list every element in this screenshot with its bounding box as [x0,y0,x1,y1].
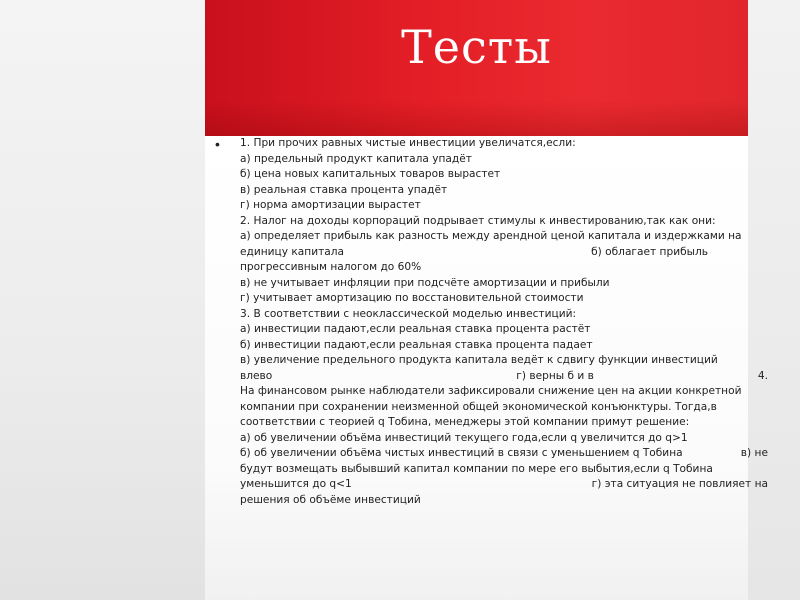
bullet-marker: • [215,136,220,152]
q4-option-c: в) не [740,447,768,459]
q4-option-c-end: уменьшится до q<1 [240,478,352,490]
slide-title: Тесты [401,20,552,74]
q4-option-b: б) об увеличении объёма чистых инвестиций в связи с уменьшением q Тобина [240,447,683,459]
q1-option-d: г) норма амортизации вырастет [240,199,421,211]
q4-option-a: а) об увеличении объёма инвестиций текущего года,если q увеличится до q>1 [240,431,688,444]
q1-option-b: б) цена новых капитальных товаров вырастет [240,168,501,180]
q2-option-b: б) облагает прибыль [591,245,708,258]
q3-option-b: б) инвестиции падают,если реальная ставка процента падает [240,338,593,351]
q4-option-d-cont: решения об объёме инвестиций [240,493,421,506]
q4-option-b-c-line [240,446,768,462]
question-4-text-1: На финансовом рынке наблюдатели зафиксировали снижение цен на акции конкретной [240,385,742,397]
q4-option-d: г) эта ситуация не повлияет на [591,478,768,490]
q2-option-a-cont: единицу капитала [240,245,345,258]
q3-option-c-cont: влево [240,369,273,382]
q3-option-d: г) верны б и в [516,369,594,382]
q1-option-a: а) предельный продукт капитала упадёт [240,152,472,165]
q3-option-c-d-line [240,369,768,385]
question-3-text: 3. В соответствии с неоклассической моделью инвестиций: [240,307,577,320]
q2-option-c: в) не учитывает инфляции при подсчёте амортизации и прибыли [240,276,610,289]
question-4-number: 4. [757,369,768,382]
q3-option-a: а) инвестиции падают,если реальная ставка процента растёт [240,323,591,335]
question-list [240,136,768,508]
q2-option-d: г) учитывает амортизацию по восстановительной стоимости [240,292,584,304]
title-banner [205,0,748,136]
banner-shade [205,100,748,136]
q4-option-c-cont: будут возмещать выбывший капитал компании по мере его выбытия,если q Тобина [240,462,713,475]
question-2-text: 2. Налог на доходы корпораций подрывает стимулы к инвестированию,так как они: [240,214,716,227]
q3-option-c: в) увеличение предельного продукта капитала ведёт к сдвигу функции инвестиций [240,354,718,366]
q4-option-c-d-line [240,477,768,493]
question-4-text-3: соответствии с теорией q Тобина, менеджеры этой компании примут решение: [240,416,690,428]
q2-option-a: а) определяет прибыль как разность между арендной ценой капитала и издержками на [240,230,742,242]
q1-option-c: в) реальная ставка процента упадёт [240,183,448,196]
q2-option-a-b-line [240,245,768,261]
q2-option-b-cont: прогрессивным налогом до 60% [240,261,422,273]
question-1-text: 1. При прочих равных чистые инвестиции увеличатся,если: [240,137,576,149]
question-4-text-2: компании при сохранении неизменной общей экономической конъюнктуры. Тогда,в [240,400,717,413]
left-background-panel [0,0,205,600]
